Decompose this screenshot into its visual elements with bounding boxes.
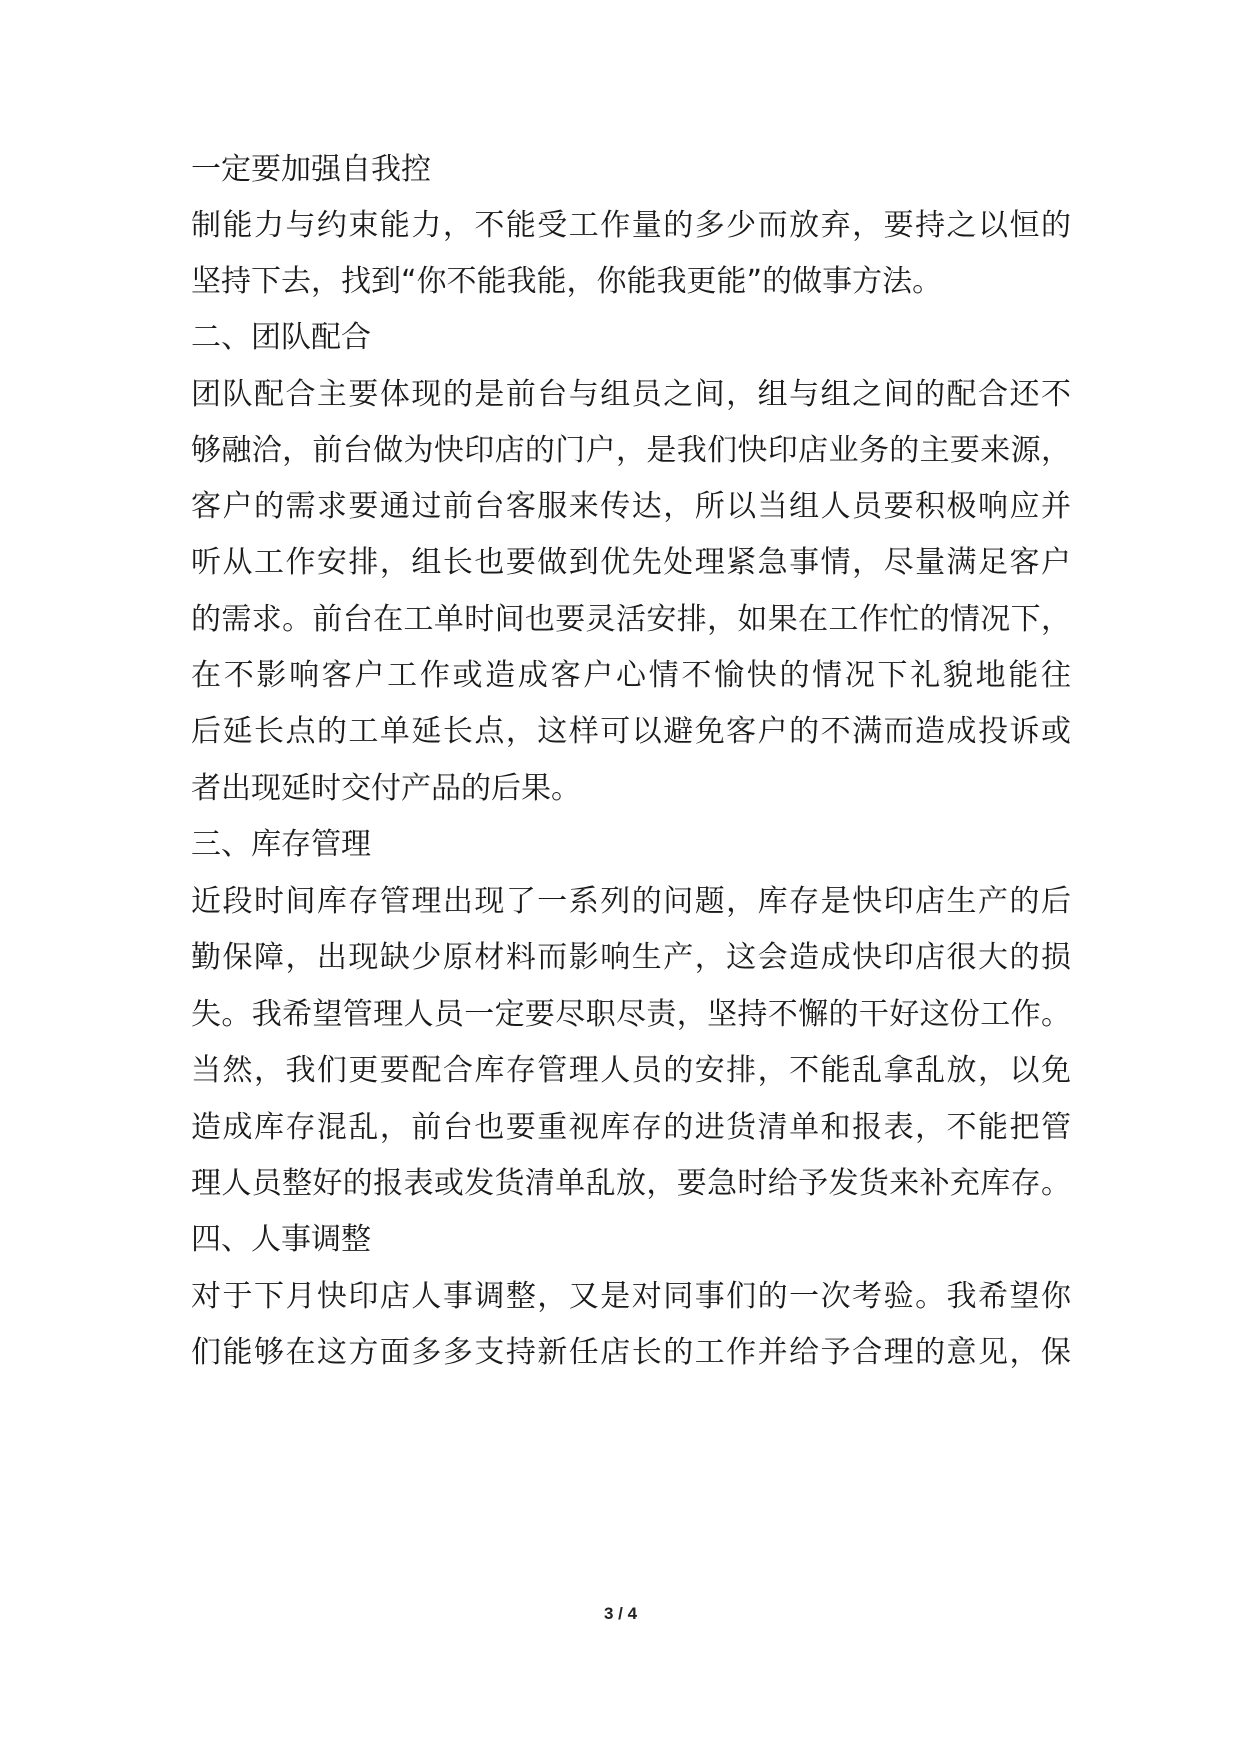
text-line: 一定要加强自我控 bbox=[191, 152, 431, 187]
text-line: 团队配合主要体现的是前台与组员之间，组与组之间的配合还不 bbox=[191, 377, 1071, 412]
text-line: 理人员整好的报表或发货清单乱放，要急时给予发货来补充库存。 bbox=[191, 1166, 1071, 1201]
text-line: 失。我希望管理人员一定要尽职尽责，坚持不懈的干好这份工作。 bbox=[191, 997, 1071, 1032]
text-line: 够融洽，前台做为快印店的门户，是我们快印店业务的主要来源， bbox=[191, 433, 1071, 468]
text-line: 们能够在这方面多多支持新任店长的工作并给予合理的意见，保 bbox=[191, 1335, 1071, 1370]
text-line: 者出现延时交付产品的后果。 bbox=[191, 771, 581, 806]
text-line: 对于下月快印店人事调整，又是对同事们的一次考验。我希望你 bbox=[191, 1279, 1071, 1314]
section-heading: 二、团队配合 bbox=[191, 320, 371, 355]
text-line: 制能力与约束能力，不能受工作量的多少而放弃，要持之以恒的 bbox=[191, 208, 1071, 243]
section-heading: 三、库存管理 bbox=[191, 827, 371, 862]
text-line: 近段时间库存管理出现了一系列的问题，库存是快印店生产的后 bbox=[191, 884, 1071, 919]
text-line: 当然，我们更要配合库存管理人员的安排，不能乱拿乱放，以免 bbox=[191, 1053, 1071, 1088]
text-line: 后延长点的工单延长点，这样可以避免客户的不满而造成投诉或 bbox=[191, 714, 1071, 749]
text-line: 的需求。前台在工单时间也要灵活安排，如果在工作忙的情况下， bbox=[191, 602, 1071, 637]
text-line: 造成库存混乱，前台也要重视库存的进货清单和报表，不能把管 bbox=[191, 1110, 1071, 1145]
text-line: 客户的需求要通过前台客服来传达，所以当组人员要积极响应并 bbox=[191, 489, 1071, 524]
section-heading: 四、人事调整 bbox=[191, 1222, 371, 1257]
text-line: 坚持下去，找到“你不能我能，你能我更能”的做事方法。 bbox=[191, 264, 943, 299]
text-line: 听从工作安排，组长也要做到优先处理紧急事情，尽量满足客户 bbox=[191, 545, 1071, 580]
text-line: 在不影响客户工作或造成客户心情不愉快的情况下礼貌地能往 bbox=[191, 658, 1071, 693]
text-line: 勤保障，出现缺少原材料而影响生产，这会造成快印店很大的损 bbox=[191, 940, 1071, 975]
page-number: 3 / 4 bbox=[603, 1604, 638, 1623]
